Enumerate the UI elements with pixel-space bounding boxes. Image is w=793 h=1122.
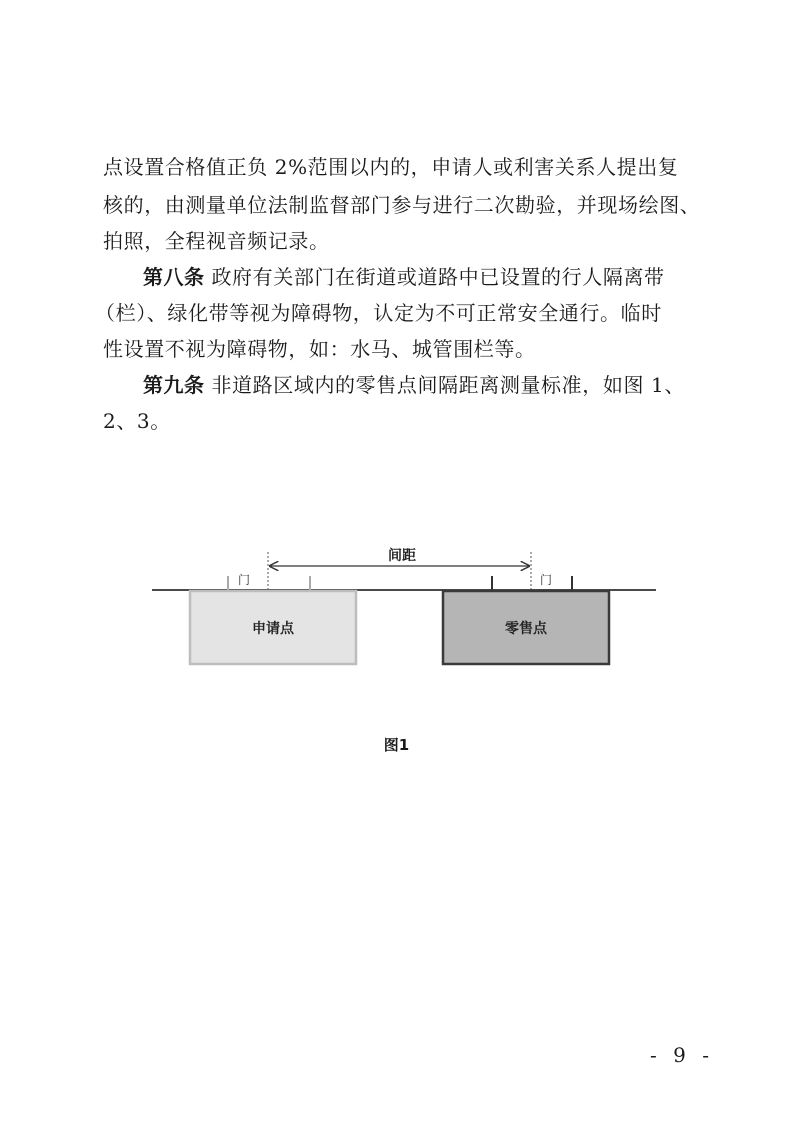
distance-label: 间距 [388,548,416,564]
article-8-title: 第八条 [143,265,205,289]
figure-caption: 图1 [383,736,410,754]
article-9-line [143,373,685,397]
paragraph-line: 性设置不视为障碍物，如：水马、城管围栏等。 [103,337,536,361]
article-9-title: 第九条 [143,373,205,397]
distance-diagram [0,540,793,680]
article-8-line [143,265,665,289]
left-door-label: 门 [238,573,251,587]
paragraph-line: 核的，由测量单位法制监督部门参与进行二次勘验，并现场绘图、 [103,193,701,217]
retail-label: 零售点 [505,621,547,637]
paragraph-line: 非道路区域内的零售点间隔距离测量标准，如图 1、 [204,373,685,397]
page-number: - 9 - [650,1043,714,1067]
right-door-label: 门 [540,573,553,587]
paragraph-line: 2、3。 [103,409,171,433]
paragraph-line: 拍照，全程视音频记录。 [103,229,330,253]
paragraph-line: （栏）、绿化带等视为障碍物，认定为不可正常安全通行。临时 [95,301,662,325]
applicant-label: 申请点 [252,621,294,637]
paragraph-line: 点设置合格值正负 2%范围以内的，申请人或利害关系人提出复 [103,155,679,179]
paragraph-line: 政府有关部门在街道或道路中已设置的行人隔离带 [204,265,665,289]
